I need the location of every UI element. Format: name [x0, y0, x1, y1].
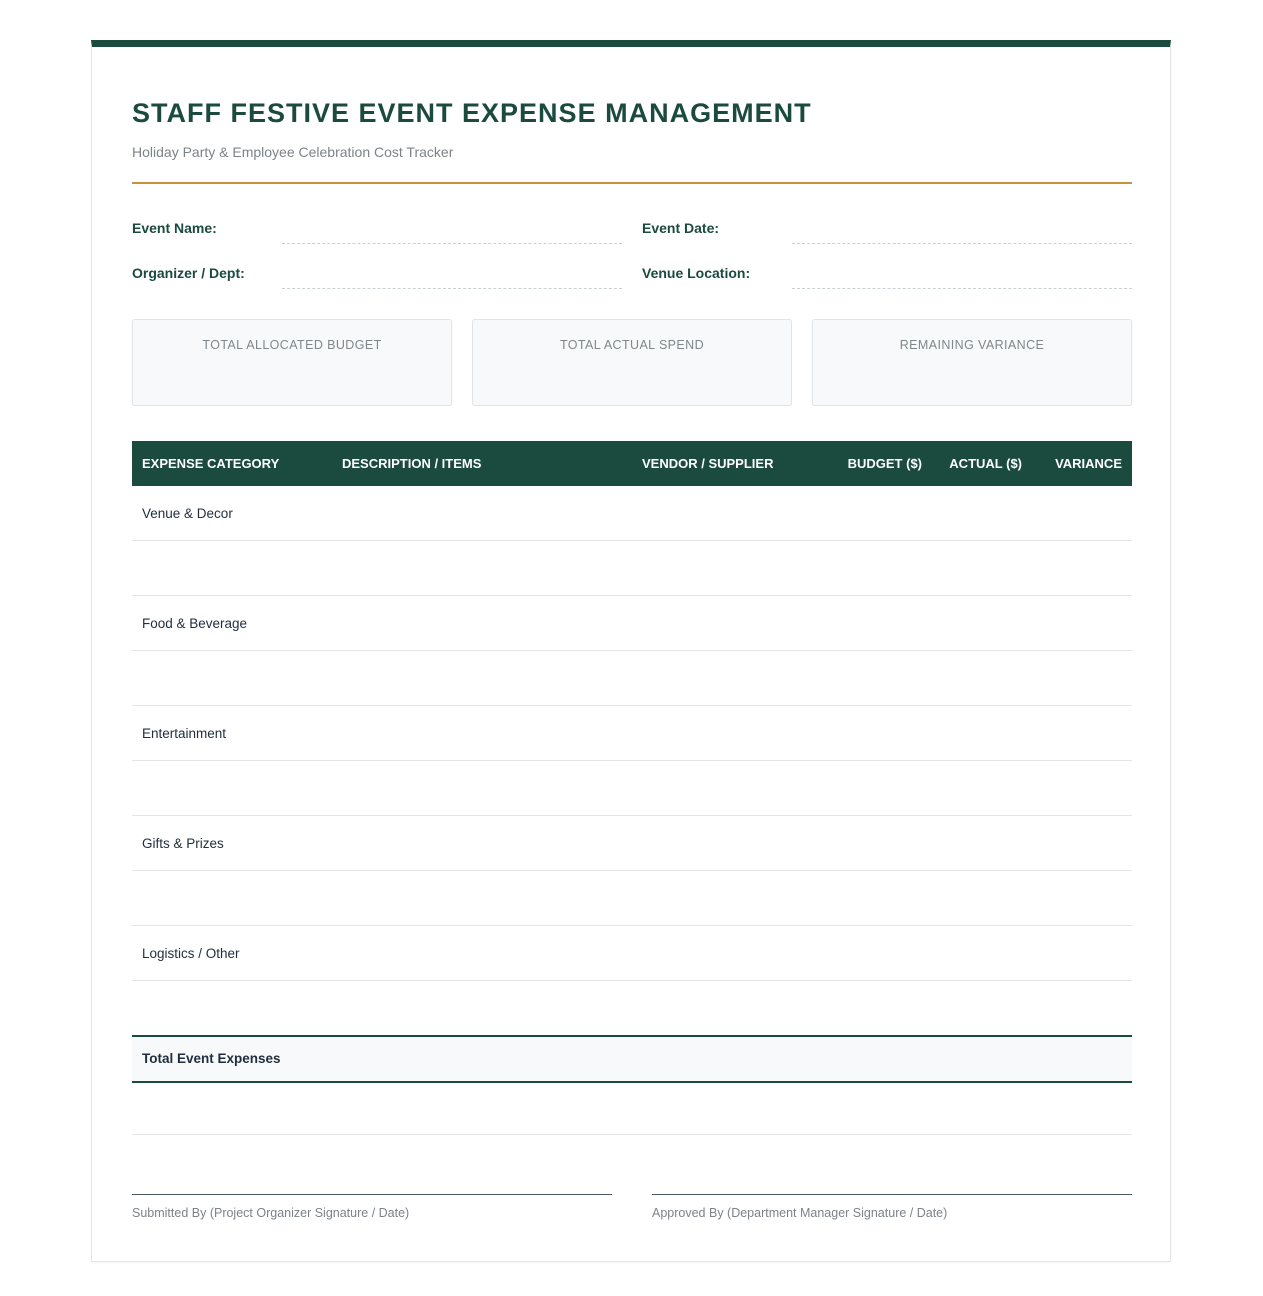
row-category: Logistics / Other	[142, 946, 240, 961]
table-row[interactable]	[132, 486, 1132, 541]
col-actual: ACTUAL ($)	[949, 456, 1022, 471]
total-allocated-budget-card	[132, 319, 452, 406]
col-description-items: DESCRIPTION / ITEMS	[342, 456, 482, 471]
card-label: TOTAL ACTUAL SPEND	[559, 338, 705, 352]
card-label: REMAINING VARIANCE	[899, 338, 1045, 352]
approved-by-label: Approved By (Department Manager Signature / Date)	[652, 1206, 948, 1220]
venue-location-line[interactable]	[792, 288, 1132, 289]
table-row[interactable]	[132, 981, 1132, 1036]
summary-cards	[132, 319, 1132, 406]
organizer-dept-field[interactable]	[132, 257, 622, 289]
col-budget: BUDGET ($)	[847, 456, 922, 471]
table-row[interactable]	[132, 761, 1132, 816]
page-title: STAFF FESTIVE EVENT EXPENSE MANAGEMENT	[132, 98, 812, 128]
page-subtitle: Holiday Party & Employee Celebration Cost Tracker	[132, 144, 454, 160]
table-row[interactable]	[132, 1083, 1132, 1135]
table-row[interactable]	[132, 706, 1132, 761]
event-name-field[interactable]	[132, 212, 622, 244]
expense-table	[132, 441, 1132, 1066]
header-divider	[132, 182, 1132, 184]
organizer-dept-label: Organizer / Dept:	[132, 265, 245, 281]
table-row[interactable]	[132, 541, 1132, 596]
table-row[interactable]	[132, 926, 1132, 981]
table-row[interactable]	[132, 871, 1132, 926]
event-name-label: Event Name:	[132, 220, 217, 236]
approved-by-signature[interactable]	[652, 1194, 1132, 1220]
expense-sheet	[91, 40, 1171, 1262]
total-label: Total Event Expenses	[142, 1051, 281, 1066]
remaining-variance-card	[812, 319, 1132, 406]
submitted-by-signature[interactable]	[132, 1194, 612, 1220]
col-expense-category: EXPENSE CATEGORY	[142, 456, 280, 471]
signature-line	[132, 1194, 612, 1195]
table-row[interactable]	[132, 596, 1132, 651]
event-date-field[interactable]	[642, 212, 1132, 244]
row-category: Entertainment	[142, 726, 227, 741]
organizer-dept-line[interactable]	[282, 288, 622, 289]
event-info-grid	[132, 212, 1132, 312]
venue-location-field[interactable]	[642, 257, 1132, 289]
submitted-by-label: Submitted By (Project Organizer Signature / Date)	[132, 1206, 410, 1220]
event-name-line[interactable]	[282, 243, 622, 244]
total-row	[132, 1035, 1132, 1083]
col-variance: VARIANCE	[1055, 456, 1122, 471]
table-row[interactable]	[132, 816, 1132, 871]
row-category: Food & Beverage	[142, 616, 248, 631]
total-actual-spend-card	[472, 319, 792, 406]
venue-location-label: Venue Location:	[642, 265, 751, 281]
event-date-label: Event Date:	[642, 220, 720, 236]
row-category: Venue & Decor	[142, 506, 233, 521]
signature-line	[652, 1194, 1132, 1195]
card-label: TOTAL ALLOCATED BUDGET	[202, 338, 382, 352]
event-date-line[interactable]	[792, 243, 1132, 244]
table-row[interactable]	[132, 651, 1132, 706]
col-vendor-supplier: VENDOR / SUPPLIER	[642, 456, 774, 471]
row-category: Gifts & Prizes	[142, 836, 224, 851]
table-header	[132, 441, 1132, 486]
